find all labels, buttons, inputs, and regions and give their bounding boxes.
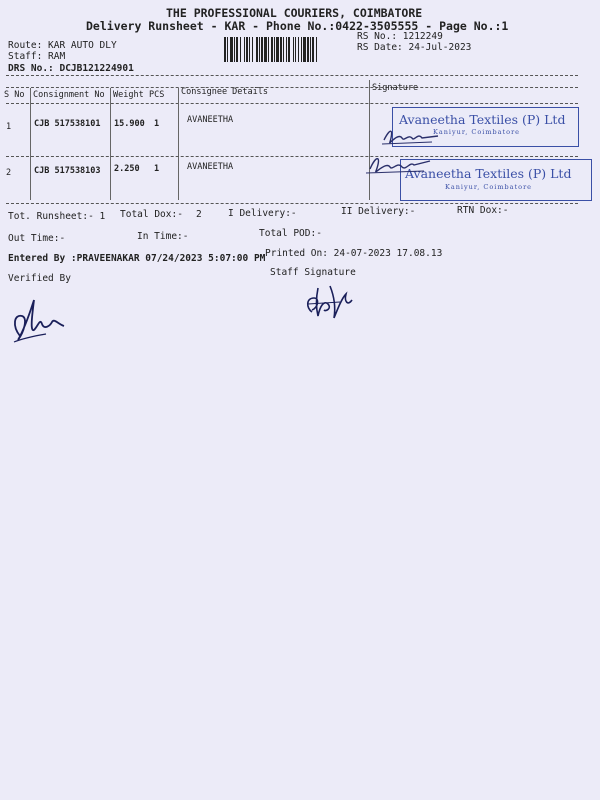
printed-on: Printed On: 24-07-2023 17.08.13 — [265, 248, 443, 259]
row-consignee: AVANEETHA — [187, 115, 234, 125]
row-pcs: 1 — [154, 164, 160, 174]
row-sno: 2 — [6, 168, 12, 178]
col-header-signature: Signature — [372, 83, 419, 93]
col-header-consignment: Consignment No — [33, 90, 105, 100]
row-consignment: CJB 517538101 — [34, 119, 101, 129]
stamp-name: Avaneetha Textiles (P) Ltd — [399, 112, 566, 127]
i-delivery: I Delivery:- — [228, 208, 297, 219]
total-dox-value: 2 — [196, 209, 202, 220]
col-header-weight: Weight — [113, 90, 144, 100]
barcode — [224, 37, 320, 62]
verifier-signature — [6, 296, 66, 350]
column-header-divider — [6, 103, 578, 104]
entered-by: Entered By :PRAVEENAKAR 07/24/2023 5:07:00 PM — [8, 253, 266, 264]
receiver-signature — [364, 153, 434, 177]
col-header-pcs: PCS — [149, 90, 165, 100]
total-runsheet: Tot. Runsheet:- 1 — [8, 211, 106, 222]
in-time: In Time:- — [137, 231, 189, 242]
table-bottom-divider — [6, 203, 578, 204]
stamp-place: Kaniyur, Coimbatore — [445, 183, 533, 191]
col-header-consignee: Consignee Details — [181, 87, 268, 97]
route-label: Route: KAR AUTO DLY — [8, 40, 117, 51]
stamp-place: Kaniyur, Coimbatore — [433, 128, 521, 136]
stamp-name: Avaneetha Textiles (P) Ltd — [405, 166, 572, 181]
row-weight: 2.250 — [114, 164, 140, 174]
staff-signature — [300, 282, 356, 322]
ii-delivery: II Delivery:- — [341, 206, 416, 217]
total-pod: Total POD:- — [259, 228, 322, 239]
receiver-signature — [380, 126, 440, 148]
rs-date: RS Date: 24-Jul-2023 — [357, 42, 472, 53]
total-dox-label: Total Dox:- — [120, 209, 183, 220]
rs-number: RS No.: 1212249 — [357, 31, 443, 42]
row-weight: 15.900 — [114, 119, 145, 129]
out-time: Out Time:- — [8, 233, 66, 244]
rtn-dox: RTN Dox:- — [457, 205, 509, 216]
table-top-divider — [6, 87, 578, 88]
row-sno: 1 — [6, 122, 12, 132]
staff-signature-label: Staff Signature — [270, 267, 356, 278]
col-header-sno: S No — [4, 90, 25, 100]
company-title: THE PROFESSIONAL COURIERS, COIMBATORE — [166, 6, 423, 20]
verified-by-label: Verified By — [8, 273, 71, 284]
row-pcs: 1 — [154, 119, 160, 129]
row-consignment: CJB 517538103 — [34, 166, 101, 176]
drs-number: DRS No.: DCJB121224901 — [8, 63, 134, 74]
header-divider — [6, 75, 578, 76]
staff-label: Staff: RAM — [8, 51, 66, 62]
runsheet-subtitle: Delivery Runsheet - KAR - Phone No.:0422-3505555 - Page No.:1 — [86, 19, 509, 33]
row-divider — [6, 156, 578, 157]
row-consignee: AVANEETHA — [187, 162, 234, 172]
